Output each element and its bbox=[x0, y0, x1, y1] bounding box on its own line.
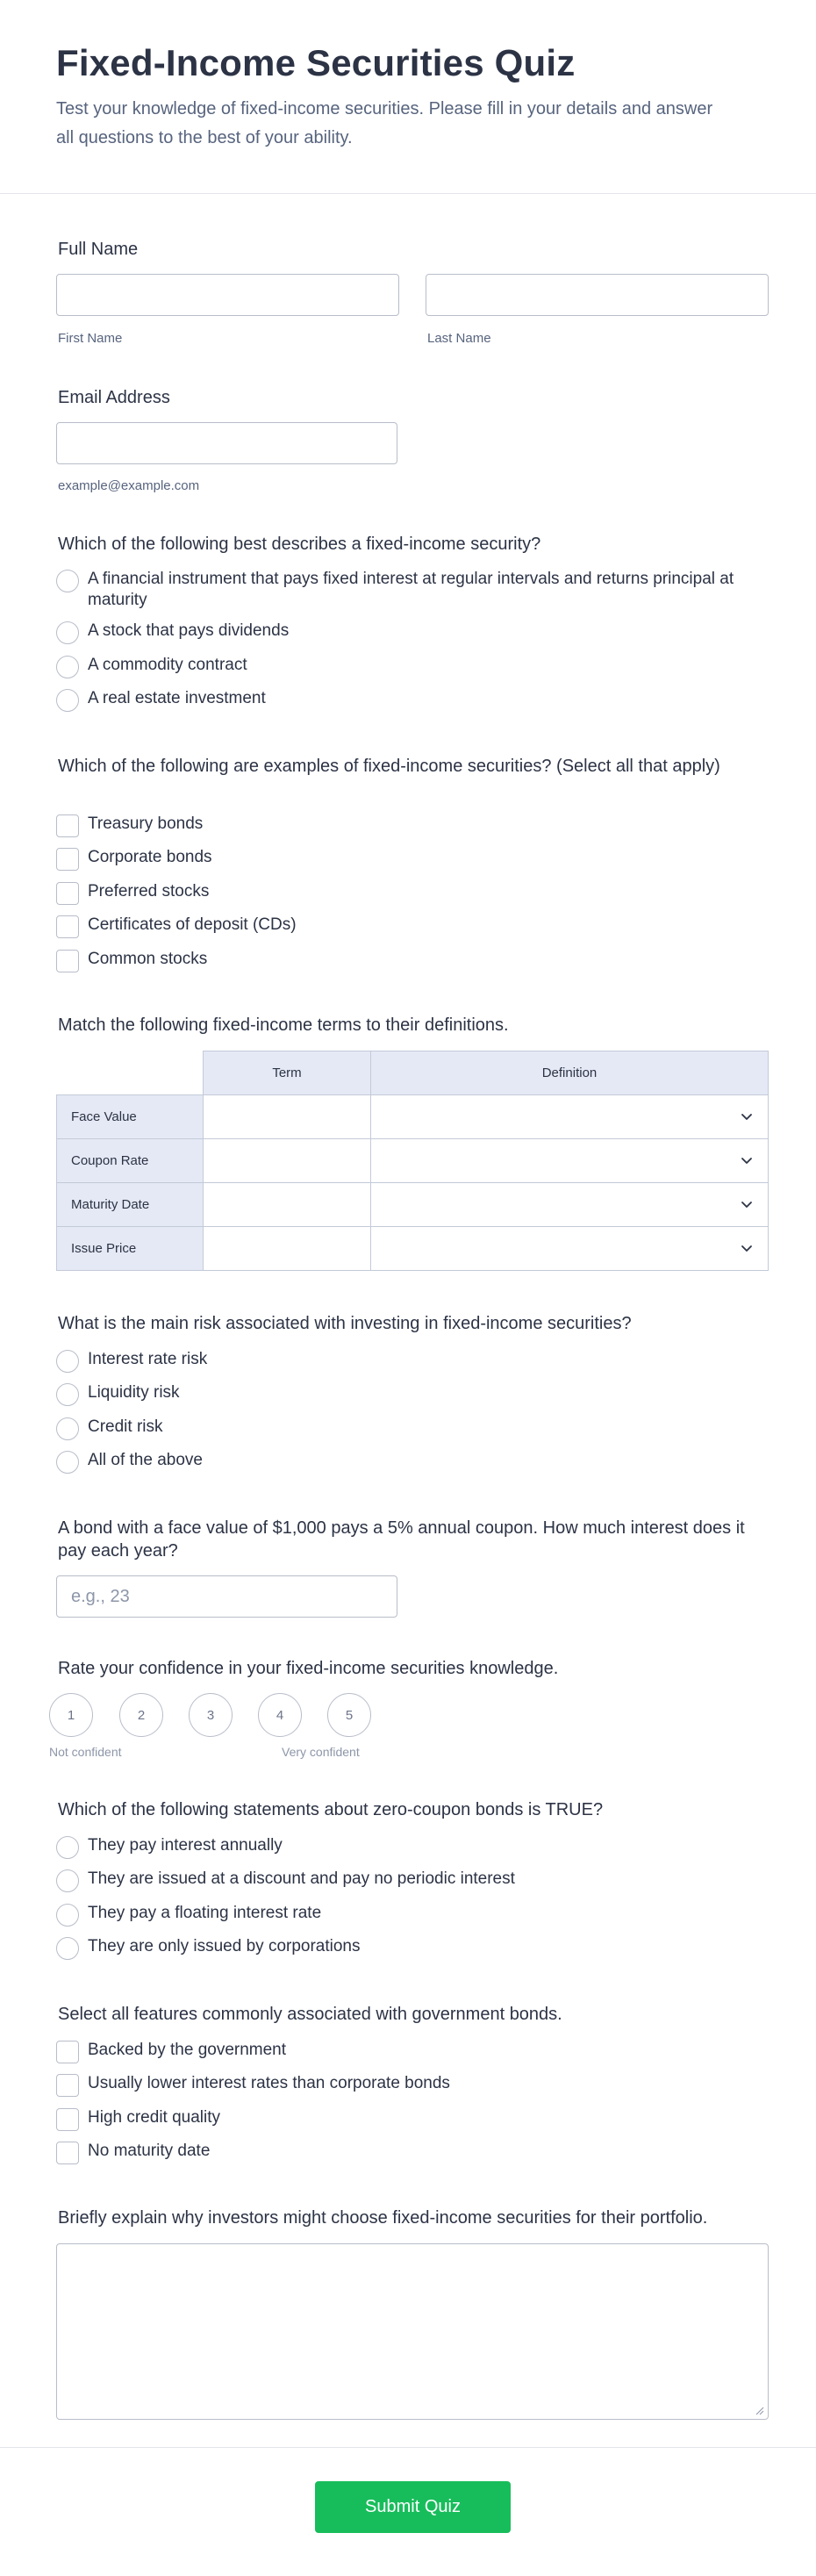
footer-divider bbox=[0, 2447, 816, 2448]
radio-button[interactable] bbox=[56, 1836, 79, 1859]
q8-option-label: High credit quality bbox=[88, 2108, 221, 2127]
q9-label: Briefly explain why investors might choose fixed-income securities for their portfolio. bbox=[58, 2208, 708, 2228]
full-name-label: Full Name bbox=[58, 240, 139, 259]
q7-label: Which of the following statements about zero-coupon bonds is TRUE? bbox=[58, 1800, 604, 1819]
q1-option-label: A commodity contract bbox=[88, 656, 247, 674]
scale-low-caption: Not confident bbox=[49, 1745, 122, 1759]
checkbox[interactable] bbox=[56, 814, 79, 837]
radio-button[interactable] bbox=[56, 689, 79, 712]
radio-button[interactable] bbox=[56, 656, 79, 678]
matrix-header-term: Term bbox=[203, 1051, 371, 1095]
q7-option-label: They pay interest annually bbox=[88, 1836, 283, 1855]
chevron-down-icon bbox=[738, 1239, 755, 1257]
last-name-field[interactable] bbox=[426, 274, 769, 316]
q7-option[interactable] bbox=[56, 1869, 758, 1892]
scale-high-caption: Very confident bbox=[282, 1745, 360, 1759]
q5-number-field[interactable] bbox=[56, 1575, 397, 1618]
q2-option-label: Preferred stocks bbox=[88, 882, 210, 901]
first-name-input[interactable] bbox=[57, 275, 398, 315]
radio-button[interactable] bbox=[56, 621, 79, 644]
first-name-field[interactable] bbox=[56, 274, 399, 316]
matrix-row-label: Coupon Rate bbox=[56, 1138, 204, 1183]
q4-option[interactable] bbox=[56, 1382, 758, 1406]
q1-option-label: A real estate investment bbox=[88, 689, 266, 707]
q2-option[interactable] bbox=[56, 847, 758, 871]
q8-option-label: No maturity date bbox=[88, 2142, 211, 2160]
q2-option[interactable] bbox=[56, 814, 758, 837]
q7-option-label: They are issued at a discount and pay no periodic interest bbox=[88, 1869, 515, 1888]
checkbox[interactable] bbox=[56, 2074, 79, 2097]
matrix-header-definition: Definition bbox=[370, 1051, 769, 1095]
q7-option[interactable] bbox=[56, 1903, 758, 1927]
q4-label: What is the main risk associated with investing in fixed-income securities? bbox=[58, 1314, 632, 1333]
checkbox[interactable] bbox=[56, 2041, 79, 2063]
form-subtitle: Test your knowledge of fixed-income securities. Please fill in your details and answer all questions to the best of your ability. bbox=[56, 99, 713, 147]
q9-textarea[interactable] bbox=[56, 2243, 769, 2420]
checkbox[interactable] bbox=[56, 2142, 79, 2164]
email-label: Email Address bbox=[58, 388, 170, 407]
q4-option[interactable] bbox=[56, 1450, 758, 1474]
q1-label: Which of the following best describes a fixed-income security? bbox=[58, 535, 541, 554]
q4-option-label: All of the above bbox=[88, 1451, 203, 1469]
chevron-down-icon bbox=[738, 1152, 755, 1169]
email-sublabel: example@example.com bbox=[58, 478, 200, 493]
q8-option[interactable] bbox=[56, 2141, 758, 2164]
q8-option[interactable] bbox=[56, 2040, 758, 2063]
rating-scale-option[interactable]: 1 bbox=[49, 1693, 93, 1737]
matrix-definition-dropdown[interactable] bbox=[370, 1182, 769, 1227]
last-name-input[interactable] bbox=[426, 275, 768, 315]
q3-label: Match the following fixed-income terms to their definitions. bbox=[58, 1015, 509, 1035]
q1-option[interactable] bbox=[56, 569, 758, 611]
q4-option[interactable] bbox=[56, 1349, 758, 1373]
q1-option-label: A financial instrument that pays fixed interest at regular intervals and returns principal at maturity bbox=[88, 570, 734, 609]
rating-scale-option[interactable]: 3 bbox=[189, 1693, 233, 1737]
q5-label: A bond with a face value of $1,000 pays a 5% annual coupon. How much interest does it pay each year? bbox=[58, 1518, 745, 1561]
matrix-definition-dropdown[interactable] bbox=[370, 1226, 769, 1271]
q8-option-label: Usually lower interest rates than corporate bonds bbox=[88, 2074, 450, 2092]
first-name-sublabel: First Name bbox=[58, 331, 123, 346]
q5-number-input[interactable] bbox=[57, 1576, 397, 1617]
checkbox[interactable] bbox=[56, 950, 79, 972]
checkbox[interactable] bbox=[56, 2108, 79, 2131]
q8-label: Select all features commonly associated with government bonds. bbox=[58, 2005, 562, 2024]
q2-option-label: Certificates of deposit (CDs) bbox=[88, 915, 297, 934]
matrix-definition-dropdown[interactable] bbox=[370, 1138, 769, 1183]
q6-label: Rate your confidence in your fixed-income securities knowledge. bbox=[58, 1659, 559, 1678]
matrix-term-cell[interactable] bbox=[203, 1094, 371, 1139]
email-field[interactable] bbox=[56, 422, 397, 464]
checkbox[interactable] bbox=[56, 915, 79, 938]
q2-option[interactable] bbox=[56, 881, 758, 905]
matrix-term-cell[interactable] bbox=[203, 1138, 371, 1183]
q2-option-label: Corporate bonds bbox=[88, 848, 212, 866]
resize-grip-icon[interactable] bbox=[755, 2407, 764, 2415]
q1-option[interactable] bbox=[56, 688, 758, 712]
rating-scale-option[interactable]: 4 bbox=[258, 1693, 302, 1737]
q8-option-label: Backed by the government bbox=[88, 2041, 287, 2059]
rating-scale-option[interactable]: 2 bbox=[119, 1693, 163, 1737]
q4-option-label: Interest rate risk bbox=[88, 1350, 208, 1368]
q2-label: Which of the following are examples of fixed-income securities? (Select all that apply) bbox=[58, 757, 720, 776]
q7-option-label: They pay a floating interest rate bbox=[88, 1904, 322, 1922]
chevron-down-icon bbox=[738, 1108, 755, 1125]
q2-option-label: Common stocks bbox=[88, 950, 208, 968]
radio-button[interactable] bbox=[56, 1417, 79, 1440]
q7-option[interactable] bbox=[56, 1835, 758, 1859]
radio-button[interactable] bbox=[56, 1383, 79, 1406]
q7-option[interactable] bbox=[56, 1936, 758, 1960]
radio-button[interactable] bbox=[56, 1904, 79, 1927]
q8-option[interactable] bbox=[56, 2073, 758, 2097]
radio-button[interactable] bbox=[56, 1350, 79, 1373]
q1-option-label: A stock that pays dividends bbox=[88, 621, 290, 640]
chevron-down-icon bbox=[738, 1195, 755, 1213]
q7-option-label: They are only issued by corporations bbox=[88, 1937, 361, 1955]
radio-button[interactable] bbox=[56, 1869, 79, 1892]
q8-option[interactable] bbox=[56, 2107, 758, 2131]
submit-button[interactable]: Submit Quiz bbox=[315, 2481, 511, 2533]
form-header bbox=[0, 0, 816, 194]
checkbox[interactable] bbox=[56, 848, 79, 871]
matrix-term-cell[interactable] bbox=[203, 1182, 371, 1227]
q4-option[interactable] bbox=[56, 1417, 758, 1440]
matrix-definition-dropdown[interactable] bbox=[370, 1094, 769, 1139]
rating-scale-option[interactable]: 5 bbox=[327, 1693, 371, 1737]
radio-button[interactable] bbox=[56, 570, 79, 592]
checkbox[interactable] bbox=[56, 882, 79, 905]
q1-option[interactable] bbox=[56, 655, 758, 678]
matrix-term-cell[interactable] bbox=[203, 1226, 371, 1271]
email-input[interactable] bbox=[57, 423, 397, 463]
q4-option-label: Liquidity risk bbox=[88, 1383, 180, 1402]
form-title: Fixed-Income Securities Quiz bbox=[56, 42, 576, 83]
radio-button[interactable] bbox=[56, 1937, 79, 1960]
radio-button[interactable] bbox=[56, 1451, 79, 1474]
q2-option[interactable] bbox=[56, 915, 758, 938]
q2-option-label: Treasury bonds bbox=[88, 814, 204, 833]
matrix-row-label: Face Value bbox=[56, 1094, 204, 1139]
q2-option[interactable] bbox=[56, 949, 758, 972]
q1-option[interactable] bbox=[56, 621, 758, 644]
last-name-sublabel: Last Name bbox=[427, 331, 491, 346]
matrix-row-label: Issue Price bbox=[56, 1226, 204, 1271]
q4-option-label: Credit risk bbox=[88, 1417, 163, 1436]
matrix-row-label: Maturity Date bbox=[56, 1182, 204, 1227]
